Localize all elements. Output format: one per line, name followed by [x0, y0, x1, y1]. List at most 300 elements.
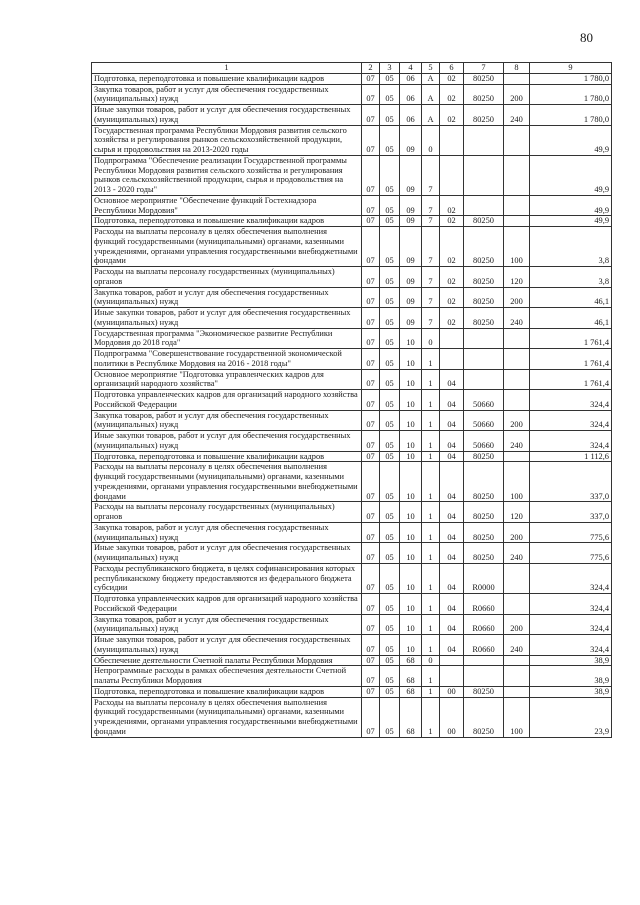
- subprogram-code: 1: [422, 635, 440, 656]
- subsection-code: 05: [380, 655, 400, 666]
- activity-code: 02: [440, 267, 464, 288]
- subsection-code: 05: [380, 462, 400, 502]
- expense-type-code: 200: [504, 287, 530, 308]
- table-row: [92, 369, 612, 390]
- row-description: Закупка товаров, работ и услуг для обеспечения государственных (муниципальных) нужд: [92, 410, 362, 431]
- section-code: 07: [362, 369, 380, 390]
- section-code: 07: [362, 451, 380, 462]
- section-code: 07: [362, 155, 380, 195]
- table-row: [92, 502, 612, 523]
- program-code: 09: [400, 308, 422, 329]
- table-row: [92, 349, 612, 370]
- subprogram-code: 1: [422, 686, 440, 697]
- direction-code: [464, 328, 504, 349]
- amount-cell: 49,9: [530, 195, 612, 216]
- expense-type-code: [504, 328, 530, 349]
- table-row: [92, 216, 612, 227]
- expense-type-code: [504, 155, 530, 195]
- amount-cell: 49,9: [530, 155, 612, 195]
- subprogram-code: 1: [422, 451, 440, 462]
- table-row: [92, 563, 612, 593]
- expense-type-code: [504, 655, 530, 666]
- subsection-code: 05: [380, 594, 400, 615]
- subprogram-code: 7: [422, 195, 440, 216]
- amount-cell: 46,1: [530, 308, 612, 329]
- activity-code: 04: [440, 543, 464, 564]
- activity-code: 04: [440, 502, 464, 523]
- row-description: Основное мероприятие "Подготовка управленческих кадров для организаций народного хозяйства": [92, 369, 362, 390]
- expense-type-code: [504, 594, 530, 615]
- expense-type-code: [504, 451, 530, 462]
- section-code: 07: [362, 267, 380, 288]
- subprogram-code: 1: [422, 502, 440, 523]
- subprogram-code: 0: [422, 125, 440, 155]
- subprogram-code: 1: [422, 431, 440, 452]
- activity-code: 04: [440, 431, 464, 452]
- program-code: 06: [400, 73, 422, 84]
- section-code: 07: [362, 594, 380, 615]
- subprogram-code: А: [422, 105, 440, 126]
- column-header: 9: [530, 63, 612, 74]
- direction-code: 80250: [464, 287, 504, 308]
- activity-code: 02: [440, 73, 464, 84]
- section-code: 07: [362, 308, 380, 329]
- subsection-code: 05: [380, 563, 400, 593]
- direction-code: 80250: [464, 105, 504, 126]
- subprogram-code: 1: [422, 594, 440, 615]
- table-row: [92, 287, 612, 308]
- direction-code: R0660: [464, 594, 504, 615]
- table-row: [92, 410, 612, 431]
- expense-type-code: 120: [504, 502, 530, 523]
- subprogram-code: 7: [422, 155, 440, 195]
- program-code: 10: [400, 410, 422, 431]
- table-row: [92, 462, 612, 502]
- expense-type-code: 240: [504, 431, 530, 452]
- subprogram-code: 7: [422, 227, 440, 267]
- activity-code: [440, 328, 464, 349]
- subprogram-code: 0: [422, 328, 440, 349]
- section-code: 07: [362, 697, 380, 737]
- table-row: [92, 308, 612, 329]
- row-description: Подпрограмма "Совершенствование государственной экономической политики в Республике Мордовия на 2016 - 2018 годы": [92, 349, 362, 370]
- row-description: Закупка товаров, работ и услуг для обеспечения государственных (муниципальных) нужд: [92, 84, 362, 105]
- section-code: 07: [362, 655, 380, 666]
- expense-type-code: 200: [504, 84, 530, 105]
- subsection-code: 05: [380, 390, 400, 411]
- subprogram-code: 7: [422, 308, 440, 329]
- program-code: 09: [400, 125, 422, 155]
- subsection-code: 05: [380, 369, 400, 390]
- table-row: [92, 390, 612, 411]
- table-row: [92, 635, 612, 656]
- subsection-code: 05: [380, 431, 400, 452]
- subsection-code: 05: [380, 349, 400, 370]
- amount-cell: 324,4: [530, 563, 612, 593]
- section-code: 07: [362, 349, 380, 370]
- table-row: [92, 697, 612, 737]
- amount-cell: 38,9: [530, 666, 612, 687]
- section-code: 07: [362, 502, 380, 523]
- program-code: 10: [400, 431, 422, 452]
- subsection-code: 05: [380, 410, 400, 431]
- direction-code: [464, 369, 504, 390]
- program-code: 09: [400, 227, 422, 267]
- activity-code: [440, 655, 464, 666]
- header-row: [92, 63, 612, 74]
- row-description: Расходы на выплаты персоналу в целях обеспечения выполнения функций государственными (муниципальными) органами, казенными учреждениями, органами управления государственными внебюджетными фондами: [92, 227, 362, 267]
- subprogram-code: А: [422, 84, 440, 105]
- activity-code: 02: [440, 308, 464, 329]
- table-row: [92, 614, 612, 635]
- activity-code: 02: [440, 195, 464, 216]
- row-description: Государственная программа Республики Мордовия развития сельского хозяйства и регулирования рынков сельскохозяйственной продукции, сырья и продовольствия на 2013-2020 годы: [92, 125, 362, 155]
- amount-cell: 49,9: [530, 216, 612, 227]
- column-header: 6: [440, 63, 464, 74]
- column-header: 3: [380, 63, 400, 74]
- expense-type-code: [504, 125, 530, 155]
- section-code: 07: [362, 635, 380, 656]
- section-code: 07: [362, 390, 380, 411]
- activity-code: 04: [440, 522, 464, 543]
- section-code: 07: [362, 105, 380, 126]
- section-code: 07: [362, 410, 380, 431]
- program-code: 09: [400, 155, 422, 195]
- amount-cell: 324,4: [530, 410, 612, 431]
- amount-cell: 1 780,0: [530, 105, 612, 126]
- expense-type-code: 240: [504, 308, 530, 329]
- subprogram-code: 1: [422, 462, 440, 502]
- program-code: 68: [400, 697, 422, 737]
- amount-cell: 1 761,4: [530, 369, 612, 390]
- subsection-code: 05: [380, 543, 400, 564]
- budget-table: [91, 62, 612, 738]
- row-description: Расходы на выплаты персоналу государственных (муниципальных) органов: [92, 267, 362, 288]
- amount-cell: 775,6: [530, 522, 612, 543]
- expense-type-code: [504, 390, 530, 411]
- row-description: Расходы на выплаты персоналу в целях обеспечения выполнения функций государственными (муниципальными) органами, казенными учреждениями, органами управления государственными внебюджетными фондами: [92, 462, 362, 502]
- activity-code: 02: [440, 216, 464, 227]
- direction-code: [464, 655, 504, 666]
- row-description: Подпрограмма "Обеспечение реализации Государственной программы Республики Мордовия развития сельского хозяйства и регулирования рынков сельскохозяйственной продукции, сырья и продовольствия на 2013 - 2020 годы": [92, 155, 362, 195]
- subprogram-code: 1: [422, 563, 440, 593]
- amount-cell: 1 761,4: [530, 349, 612, 370]
- subsection-code: 05: [380, 308, 400, 329]
- row-description: Закупка товаров, работ и услуг для обеспечения государственных (муниципальных) нужд: [92, 287, 362, 308]
- expense-type-code: 240: [504, 105, 530, 126]
- row-description: Основное мероприятие "Обеспечение функций Гостехнадзора Республики Мордовия": [92, 195, 362, 216]
- subsection-code: 05: [380, 84, 400, 105]
- subprogram-code: 1: [422, 666, 440, 687]
- program-code: 10: [400, 614, 422, 635]
- activity-code: 04: [440, 462, 464, 502]
- direction-code: [464, 155, 504, 195]
- column-header: 7: [464, 63, 504, 74]
- subprogram-code: 1: [422, 369, 440, 390]
- direction-code: [464, 195, 504, 216]
- program-code: 06: [400, 84, 422, 105]
- row-description: Расходы республиканского бюджета, в целях софинансирования которых республиканскому бюджету предоставляются из федерального бюджета субсидии: [92, 563, 362, 593]
- page-number: 80: [580, 30, 593, 45]
- subsection-code: 05: [380, 73, 400, 84]
- activity-code: 02: [440, 227, 464, 267]
- row-description: Закупка товаров, работ и услуг для обеспечения государственных (муниципальных) нужд: [92, 522, 362, 543]
- subsection-code: 05: [380, 155, 400, 195]
- expense-type-code: 100: [504, 462, 530, 502]
- activity-code: 04: [440, 594, 464, 615]
- row-description: Иные закупки товаров, работ и услуг для обеспечения государственных (муниципальных) нужд: [92, 635, 362, 656]
- table-row: [92, 84, 612, 105]
- column-header: 2: [362, 63, 380, 74]
- direction-code: 80250: [464, 308, 504, 329]
- direction-code: 80250: [464, 73, 504, 84]
- activity-code: 02: [440, 84, 464, 105]
- table-row: [92, 73, 612, 84]
- activity-code: [440, 125, 464, 155]
- expense-type-code: [504, 563, 530, 593]
- row-description: Расходы на выплаты персоналу в целях обеспечения выполнения функций государственными (муниципальными) органами, казенными учреждениями, органами управления государственными внебюджетными фондами: [92, 697, 362, 737]
- expense-type-code: 100: [504, 227, 530, 267]
- subsection-code: 05: [380, 125, 400, 155]
- table-row: [92, 655, 612, 666]
- subsection-code: 05: [380, 614, 400, 635]
- row-description: Иные закупки товаров, работ и услуг для обеспечения государственных (муниципальных) нужд: [92, 308, 362, 329]
- column-header: 8: [504, 63, 530, 74]
- program-code: 10: [400, 349, 422, 370]
- program-code: 10: [400, 522, 422, 543]
- table-row: [92, 543, 612, 564]
- subprogram-code: 7: [422, 267, 440, 288]
- table-row: [92, 267, 612, 288]
- row-description: Иные закупки товаров, работ и услуг для обеспечения государственных (муниципальных) нужд: [92, 105, 362, 126]
- expense-type-code: 200: [504, 614, 530, 635]
- table-row: [92, 155, 612, 195]
- program-code: 10: [400, 328, 422, 349]
- direction-code: 80250: [464, 267, 504, 288]
- subsection-code: 05: [380, 105, 400, 126]
- section-code: 07: [362, 73, 380, 84]
- expense-type-code: 200: [504, 522, 530, 543]
- amount-cell: 1 780,0: [530, 84, 612, 105]
- activity-code: 00: [440, 686, 464, 697]
- direction-code: R0660: [464, 614, 504, 635]
- activity-code: 02: [440, 105, 464, 126]
- section-code: 07: [362, 328, 380, 349]
- row-description: Обеспечение деятельности Счетной палаты Республики Мордовия: [92, 655, 362, 666]
- column-header: 4: [400, 63, 422, 74]
- program-code: 09: [400, 287, 422, 308]
- row-description: Непрограммные расходы в рамках обеспечения деятельности Счетной палаты Республики Мордовия: [92, 666, 362, 687]
- section-code: 07: [362, 125, 380, 155]
- direction-code: 50660: [464, 410, 504, 431]
- program-code: 09: [400, 267, 422, 288]
- program-code: 06: [400, 105, 422, 126]
- program-code: 10: [400, 563, 422, 593]
- amount-cell: 3,8: [530, 227, 612, 267]
- section-code: 07: [362, 227, 380, 267]
- subsection-code: 05: [380, 686, 400, 697]
- activity-code: [440, 155, 464, 195]
- amount-cell: 1 112,6: [530, 451, 612, 462]
- direction-code: 80250: [464, 697, 504, 737]
- row-description: Расходы на выплаты персоналу государственных (муниципальных) органов: [92, 502, 362, 523]
- direction-code: [464, 349, 504, 370]
- section-code: 07: [362, 543, 380, 564]
- amount-cell: 49,9: [530, 125, 612, 155]
- activity-code: 02: [440, 287, 464, 308]
- direction-code: [464, 125, 504, 155]
- section-code: 07: [362, 686, 380, 697]
- amount-cell: 3,8: [530, 267, 612, 288]
- direction-code: 80250: [464, 462, 504, 502]
- row-description: Подготовка, переподготовка и повышение квалификации кадров: [92, 686, 362, 697]
- expense-type-code: [504, 216, 530, 227]
- row-description: Закупка товаров, работ и услуг для обеспечения государственных (муниципальных) нужд: [92, 614, 362, 635]
- row-description: Государственная программа "Экономическое развитие Республики Мордовия до 2018 года": [92, 328, 362, 349]
- section-code: 07: [362, 84, 380, 105]
- amount-cell: 1 780,0: [530, 73, 612, 84]
- subsection-code: 05: [380, 666, 400, 687]
- section-code: 07: [362, 563, 380, 593]
- expense-type-code: [504, 369, 530, 390]
- table-row: [92, 522, 612, 543]
- program-code: 10: [400, 635, 422, 656]
- subprogram-code: 0: [422, 655, 440, 666]
- program-code: 09: [400, 195, 422, 216]
- direction-code: 80250: [464, 522, 504, 543]
- direction-code: 80250: [464, 543, 504, 564]
- program-code: 68: [400, 655, 422, 666]
- row-description: Подготовка управленческих кадров для организаций народного хозяйства Российской Федерации: [92, 594, 362, 615]
- row-description: Подготовка, переподготовка и повышение квалификации кадров: [92, 451, 362, 462]
- activity-code: 00: [440, 697, 464, 737]
- expense-type-code: 120: [504, 267, 530, 288]
- activity-code: [440, 349, 464, 370]
- amount-cell: 337,0: [530, 502, 612, 523]
- direction-code: 80250: [464, 686, 504, 697]
- subprogram-code: А: [422, 73, 440, 84]
- table-row: [92, 227, 612, 267]
- subprogram-code: 1: [422, 522, 440, 543]
- amount-cell: 324,4: [530, 635, 612, 656]
- table-row: [92, 451, 612, 462]
- section-code: 07: [362, 522, 380, 543]
- subsection-code: 05: [380, 195, 400, 216]
- amount-cell: 38,9: [530, 686, 612, 697]
- subsection-code: 05: [380, 451, 400, 462]
- table-row: [92, 431, 612, 452]
- expense-type-code: 100: [504, 697, 530, 737]
- subprogram-code: 1: [422, 349, 440, 370]
- direction-code: 80250: [464, 502, 504, 523]
- expense-type-code: [504, 349, 530, 370]
- activity-code: 04: [440, 635, 464, 656]
- amount-cell: 324,4: [530, 431, 612, 452]
- program-code: 10: [400, 451, 422, 462]
- expense-type-code: [504, 666, 530, 687]
- section-code: 07: [362, 195, 380, 216]
- activity-code: 04: [440, 390, 464, 411]
- subsection-code: 05: [380, 287, 400, 308]
- section-code: 07: [362, 216, 380, 227]
- table-row: [92, 328, 612, 349]
- program-code: 10: [400, 390, 422, 411]
- expense-type-code: [504, 73, 530, 84]
- direction-code: 80250: [464, 451, 504, 462]
- subprogram-code: 7: [422, 287, 440, 308]
- table-row: [92, 105, 612, 126]
- table-row: [92, 594, 612, 615]
- activity-code: 04: [440, 369, 464, 390]
- direction-code: R0000: [464, 563, 504, 593]
- direction-code: 50660: [464, 431, 504, 452]
- expense-type-code: 200: [504, 410, 530, 431]
- direction-code: 80250: [464, 227, 504, 267]
- section-code: 07: [362, 287, 380, 308]
- direction-code: 80250: [464, 216, 504, 227]
- amount-cell: 46,1: [530, 287, 612, 308]
- row-description: Иные закупки товаров, работ и услуг для обеспечения государственных (муниципальных) нужд: [92, 543, 362, 564]
- table-row: [92, 195, 612, 216]
- expense-type-code: [504, 195, 530, 216]
- activity-code: [440, 666, 464, 687]
- program-code: 68: [400, 666, 422, 687]
- subprogram-code: 1: [422, 410, 440, 431]
- activity-code: 04: [440, 410, 464, 431]
- table-row: [92, 666, 612, 687]
- activity-code: 04: [440, 614, 464, 635]
- row-description: Подготовка, переподготовка и повышение квалификации кадров: [92, 216, 362, 227]
- subsection-code: 05: [380, 216, 400, 227]
- row-description: Подготовка управленческих кадров для организаций народного хозяйства Российской Федерации: [92, 390, 362, 411]
- program-code: 09: [400, 216, 422, 227]
- table-row: [92, 125, 612, 155]
- subsection-code: 05: [380, 697, 400, 737]
- subsection-code: 05: [380, 522, 400, 543]
- subprogram-code: 1: [422, 614, 440, 635]
- amount-cell: 775,6: [530, 543, 612, 564]
- program-code: 10: [400, 369, 422, 390]
- subprogram-code: 1: [422, 697, 440, 737]
- section-code: 07: [362, 666, 380, 687]
- subprogram-code: 1: [422, 390, 440, 411]
- direction-code: 80250: [464, 84, 504, 105]
- subsection-code: 05: [380, 502, 400, 523]
- amount-cell: 324,4: [530, 594, 612, 615]
- subsection-code: 05: [380, 267, 400, 288]
- amount-cell: 324,4: [530, 390, 612, 411]
- amount-cell: 324,4: [530, 614, 612, 635]
- amount-cell: 38,9: [530, 655, 612, 666]
- program-code: 10: [400, 502, 422, 523]
- program-code: 10: [400, 462, 422, 502]
- program-code: 10: [400, 594, 422, 615]
- activity-code: 04: [440, 563, 464, 593]
- table-row: [92, 686, 612, 697]
- program-code: 68: [400, 686, 422, 697]
- subsection-code: 05: [380, 635, 400, 656]
- expense-type-code: [504, 686, 530, 697]
- subsection-code: 05: [380, 227, 400, 267]
- expense-type-code: 240: [504, 635, 530, 656]
- expense-type-code: 240: [504, 543, 530, 564]
- direction-code: R0660: [464, 635, 504, 656]
- column-header: 5: [422, 63, 440, 74]
- section-code: 07: [362, 431, 380, 452]
- section-code: 07: [362, 462, 380, 502]
- amount-cell: 23,9: [530, 697, 612, 737]
- program-code: 10: [400, 543, 422, 564]
